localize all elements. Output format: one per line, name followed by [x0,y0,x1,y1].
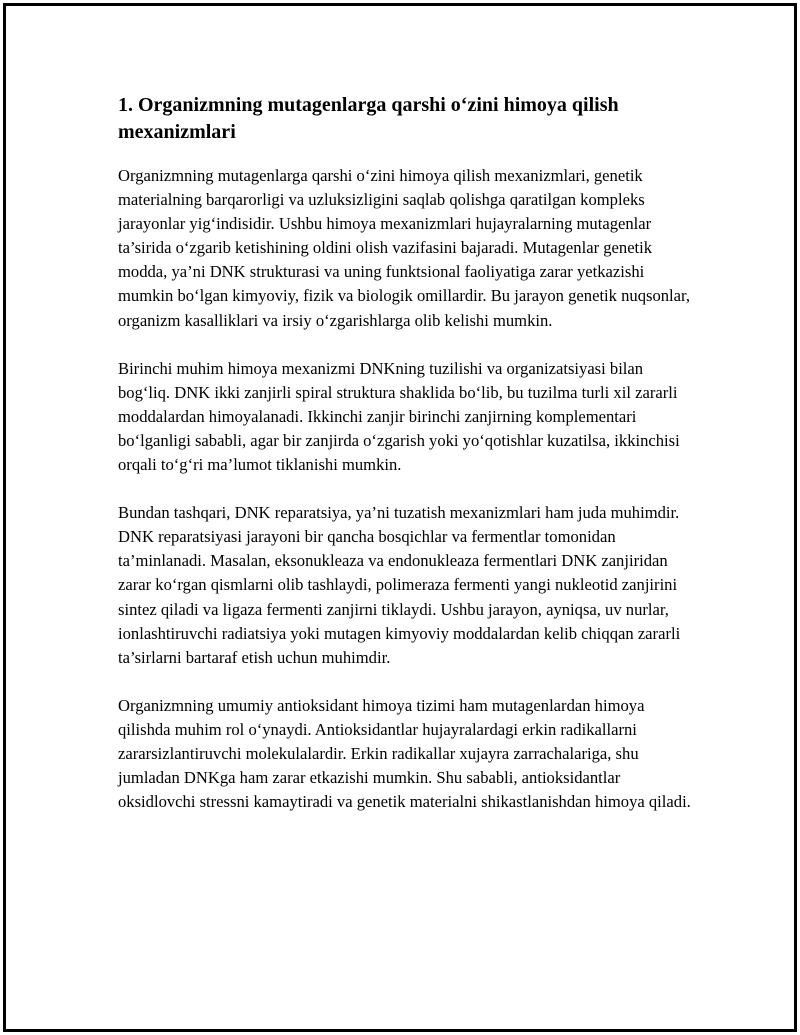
paragraph-3: Bundan tashqari, DNK reparatsiya, ya’ni tuzatish mexanizmlari ham juda muhimdir. DNK reparatsiyasi jarayoni bir qancha bosqichlar va fermentlar tomonidan ta’minlanadi. Masalan, eksonukleaza va endonukleaza fermentlari DNK zanjiridan zarar ko‘rgan qismlarni olib tashlaydi, polimeraza fermenti yangi nukleotid zanjirini sintez qiladi va ligaza fermenti zanjirni tiklaydi. Ushbu jarayon, ayniqsa, uv nurlar, ionlashtiruvchi radiatsiya yoki mutagen kimyoviy moddalardan kelib chiqqan zararli ta’sirlarni bartaraf etish uchun muhimdir. [118,503,681,667]
document-body [118,92,693,838]
paragraph-2: Birinchi muhim himoya mexanizmi DNKning tuzilishi va organizatsiyasi bilan bog‘liq. DNK ikki zanjirli spiral struktura shaklida bo‘lib, bu tuzilma turli xil zararli moddalardan himoyalanadi. Ikkinchi zanjir birinchi zanjirning komplementari bo‘lganligi sababli, agar bir zanjirda o‘zgarish yoki yo‘qotishlar kuzatilsa, ikkinchisi orqali to‘g‘ri ma’lumot tiklanishi mumkin. [118,358,680,475]
paragraph-1: Organizmning mutagenlarga qarshi o‘zini himoya qilish mexanizmlari, genetik materialning barqarorligi va uzluksizligini saqlab qolishga qaratilgan kompleks jarayonlar yig‘indisidir. Ushbu himoya mexanizmlari hujayralarning mutagenlar ta’sirida o‘zgarib ketishining oldini olish vazifasini bajaradi. Mutagenlar genetik modda, ya’ni DNK strukturasi va uning funktsional faoliyatiga zarar yetkazishi mumkin bo‘lgan kimyoviy, fizik va biologik omillardir. Bu jarayon genetik nuqsonlar, organizm kasalliklari va irsiy o‘zgarishlarga olib kelishi mumkin. [118,166,691,330]
paragraph-4: Organizmning umumiy antioksidant himoya tizimi ham mutagenlardan himoya qilishda muhim rol o‘ynaydi. Antioksidantlar hujayralardagi erkin radikallarni zararsizlantiruvchi molekulalardir. Erkin radikallar xujayra zarrachalariga, shu jumladan DNKga ham zarar etkazishi mumkin. Shu sababli, antioksidantlar oksidlovchi stressni kamaytiradi va genetik materialni shikastlanishdan himoya qiladi. [118,695,691,812]
section-heading: 1. Organizmning mutagenlarga qarshi o‘zini himoya qilish mexanizmlari [118,94,619,143]
